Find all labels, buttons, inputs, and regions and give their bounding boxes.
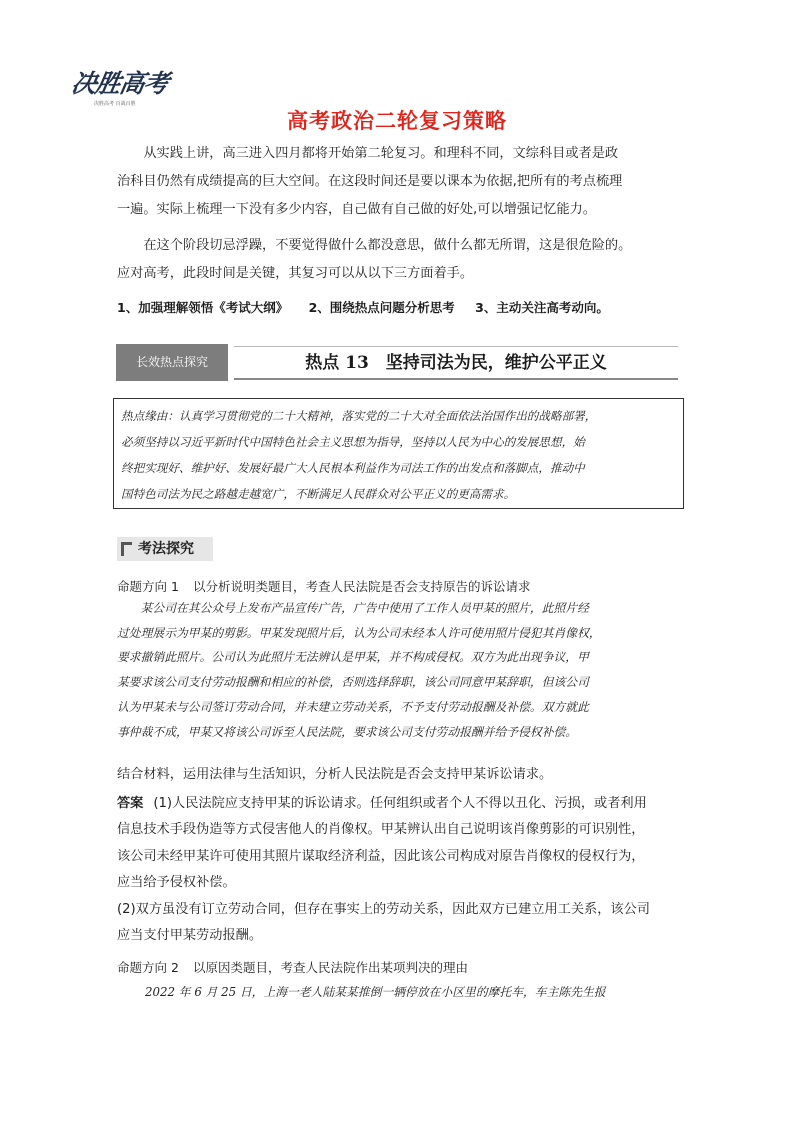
intro-paragraph-1 (117, 140, 687, 224)
strategy-point: 1、加强理解领悟《考试大纲》 (117, 300, 289, 315)
text-line: 过处理展示为甲某的剪影。甲某发现照片后，认为公司未经本人许可使用照片侵犯其肖像权， (117, 625, 601, 640)
text-line: 从实践上讲，高三进入四月都将开始第二轮复习。和理科不同，文综科目或者是政 (117, 146, 619, 161)
answer-line: 信息技术手段伪造等方式侵害他人的肖像权。甲某辨认出自己说明该肖像剪影的可识别性， (117, 822, 645, 838)
text-line: 事仲裁不成，甲某又将该公司诉至人民法院，要求该公司支付劳动报酬并给予侵权补偿。 (117, 724, 578, 739)
strategy-points (117, 298, 625, 316)
text-line: 必须坚持以习近平新时代中国特色社会主义思想为指导，坚持以人民为中心的发展思想，始 (121, 435, 585, 449)
answer-line: (2)双方虽没有订立劳动合同，但存在事实上的劳动关系，因此双方已建立用工关系，该公司 (117, 901, 650, 917)
section-header (117, 537, 213, 561)
section-corner-icon (121, 542, 132, 556)
strategy-point: 2、围绕热点问题分析思考 (308, 300, 455, 315)
text-line: 在这个阶段切忌浮躁，不要觉得做什么都没意思，做什么都无所谓，这是很危险的。 (117, 238, 632, 253)
section-title: 考法探究 (138, 541, 194, 557)
text-line: 认为甲某未与公司签订劳动合同，并未建立劳动关系，不予支付劳动报酬及补偿。双方就此 (117, 699, 589, 714)
direction-number: 命题方向 1 (117, 579, 179, 594)
answer-line: 应当给予侵权补偿。 (117, 875, 236, 891)
question-prompt: 结合材料，运用法律与生活知识，分析人民法院是否会支持甲某诉讼请求。 (117, 767, 553, 782)
text-line: 国特色司法为民之路越走越宽广，不断满足人民群众对公平正义的更高需求。 (121, 487, 516, 501)
logo-text: 决胜高考 (69, 69, 171, 98)
page-title: 高考政治二轮复习策略 (287, 109, 507, 133)
direction-number: 命题方向 2 (117, 960, 179, 975)
answer-label: 答案 (117, 796, 144, 811)
answer-line: (1)人民法院应支持甲某的诉讼请求。任何组织或者个人不得以丑化、污损，或者利用 (153, 796, 647, 811)
direction-text: 以原因类题目，考查人民法院作出某项判决的理由 (192, 960, 468, 975)
question-direction-2 (117, 958, 468, 976)
text-line: 某要求该公司支付劳动报酬和相应的补偿，否则选择辞职，该公司同意甲某辞职，但该公司 (117, 675, 589, 690)
case-material-1 (117, 596, 687, 744)
hotspot-tag: 长效热点探究 (116, 344, 228, 381)
text-line: 治科目仍然有成绩提高的巨大空间。在这段时间还是要以课本为依据,把所有的考点梳理 (117, 174, 623, 189)
strategy-point: 3、主动关注高考动向。 (475, 300, 609, 315)
hotspot-heading: 热点 13 坚持司法为民，维护公平正义 (234, 346, 678, 380)
text-line: 热点缘由：认真学习贯彻党的二十大精神，落实党的二十大对全面依法治国作出的战略部署， (121, 409, 597, 423)
intro-paragraph-2 (117, 232, 687, 288)
text-line (117, 791, 687, 817)
answer-block (117, 791, 687, 949)
logo-subtext: 决胜高考 百战百胜 (94, 101, 136, 107)
direction-text: 以分析说明类题目，考查人民法院是否会支持原告的诉讼请求 (192, 579, 531, 594)
hotspot-lead-box (113, 398, 684, 509)
question-direction-1 (117, 577, 530, 595)
text-line: 要求撤销此照片。公司认为此照片无法辨认是甲某，并不构成侵权。双方为此出现争议，甲 (117, 650, 589, 665)
text-line: 一遍。实际上梳理一下没有多少内容，自己做有自己做的好处,可以增强记忆能力。 (117, 202, 596, 217)
hotspot-header (116, 344, 678, 381)
answer-line: 该公司未经甲某许可使用其照片谋取经济利益，因此该公司构成对原告肖像权的侵权行为， (117, 848, 645, 864)
answer-line: 应当支付甲某劳动报酬。 (117, 928, 263, 944)
case-material-2: 2022 年 6 月 25 日，上海一老人陆某某推倒一辆停放在小区里的摩托车，车主陈先生报 (145, 985, 606, 999)
text-line: 终把实现好、维护好、发展好最广大人民根本利益作为司法工作的出发点和落脚点，推动中 (121, 461, 585, 475)
text-line: 应对高考，此段时间是关键，其复习可以从以下三方面着手。 (117, 266, 474, 281)
text-line: 某公司在其公众号上发布产品宣传广告，广告中使用了工作人员甲某的照片，此照片经 (117, 601, 589, 615)
